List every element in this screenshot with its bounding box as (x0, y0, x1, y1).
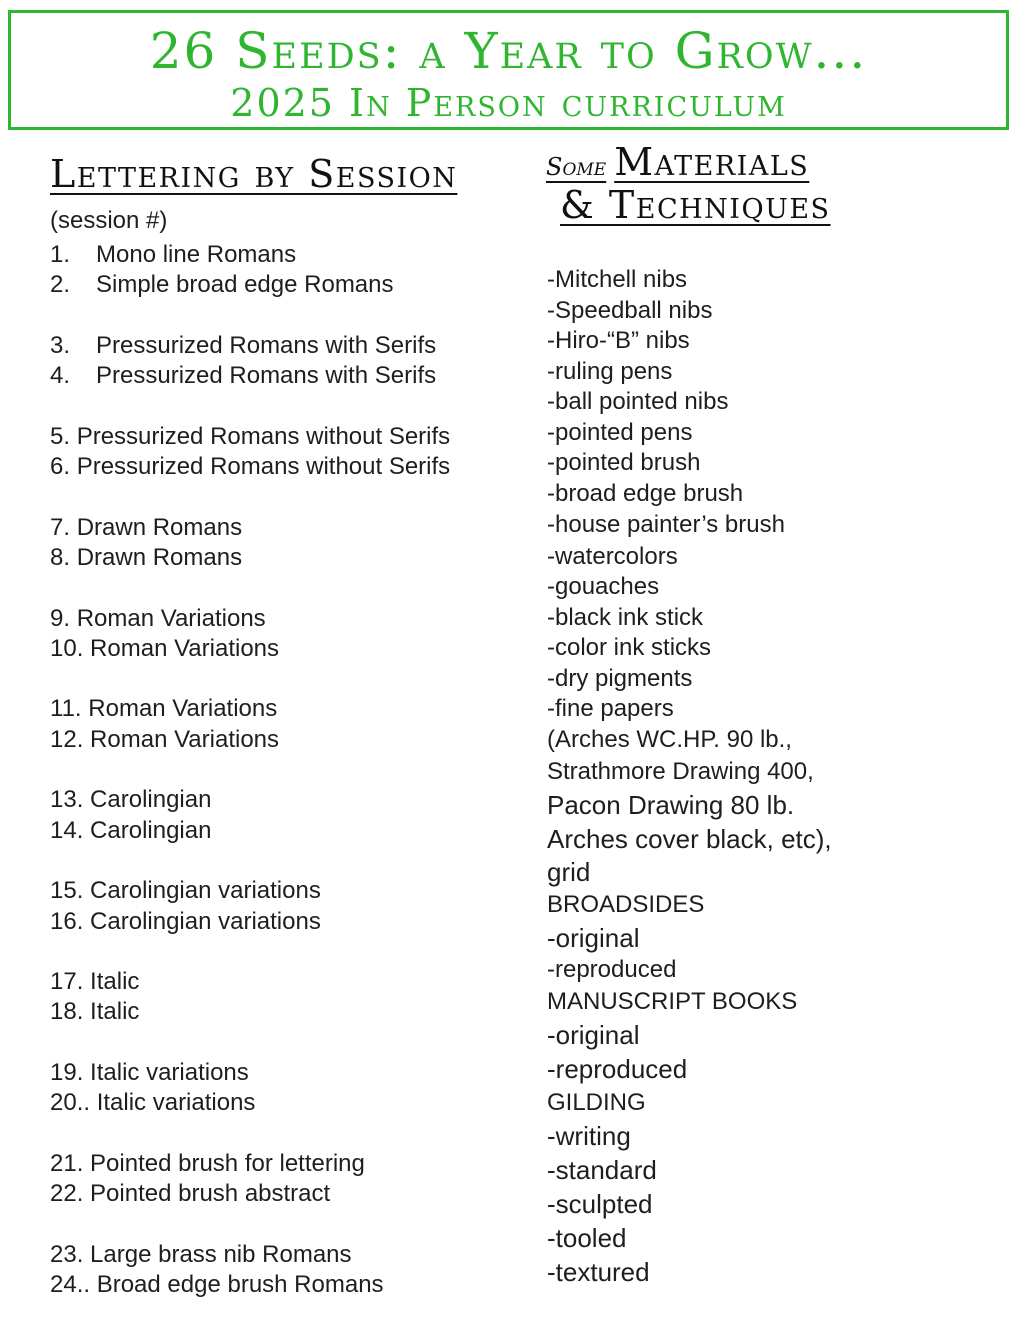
materials-heading-line2: & Techniques (560, 183, 831, 227)
lettering-item-number: 19. (50, 1059, 84, 1087)
materials-item: -Speedball nibs (547, 296, 713, 324)
lettering-item (50, 1240, 520, 1270)
lettering-item-number: 20.. (50, 1089, 91, 1117)
lettering-item (50, 694, 520, 724)
lettering-item-text: Drawn Romans (76, 543, 243, 571)
materials-item: -sculpted (547, 1188, 653, 1219)
lettering-item-number: 8. (50, 543, 71, 571)
lettering-item-text: Pressurized Romans without Serifs (76, 422, 451, 450)
session-note: (session #) (50, 207, 168, 234)
page-title: 26 Seeds: a Year to Grow... (149, 22, 868, 80)
lettering-item-number: 21. (50, 1149, 84, 1177)
lettering-item (50, 725, 520, 755)
materials-heading-line1 (546, 140, 809, 184)
lettering-item-text: Mono line Romans (96, 241, 297, 268)
lettering-list (50, 240, 520, 1300)
lettering-item-text: Carolingian (90, 816, 212, 844)
lettering-item-number: 3. (50, 331, 71, 359)
lettering-item-number: 14. (50, 816, 84, 844)
lettering-item (50, 997, 520, 1027)
lettering-item-text: Pressurized Romans with Serifs (96, 331, 437, 359)
lettering-item-text: Roman Variations (76, 604, 266, 632)
materials-item: (Arches WC.HP. 90 lb., (547, 725, 792, 753)
materials-item: BROADSIDES (547, 891, 705, 918)
lettering-item (50, 876, 520, 906)
lettering-item (50, 1058, 520, 1088)
materials-item: -original (547, 923, 640, 953)
materials-item: -dry pigments (547, 664, 693, 692)
lettering-item-number: 10. (50, 634, 84, 662)
lettering-item-text: Pressurized Romans with Serifs (96, 362, 437, 390)
materials-item: -textured (547, 1256, 650, 1287)
materials-item: -reproduced (547, 1053, 688, 1084)
lettering-item-number: 9. (50, 604, 71, 632)
materials-item: -ball pointed nibs (547, 388, 729, 415)
materials-item: -house painter’s brush (547, 511, 785, 538)
lettering-item-text: Italic variations (90, 1059, 249, 1087)
lettering-item-text: Carolingian variations (90, 907, 321, 935)
materials-item: grid (547, 857, 591, 887)
lettering-item-text: Drawn Romans (76, 513, 243, 541)
lettering-item (50, 967, 520, 997)
lettering-item-text: Italic (90, 998, 140, 1026)
lettering-item-number: 24.. (50, 1271, 91, 1299)
lettering-item-text: Roman Variations (88, 695, 278, 723)
lettering-item (50, 331, 520, 361)
materials-heading-word: Materials (614, 140, 810, 184)
lettering-item-number: 16. (50, 907, 84, 935)
lettering-item-text: Large brass nib Romans (90, 1240, 352, 1268)
lettering-item-number: 13. (50, 786, 84, 814)
materials-item: MANUSCRIPT BOOKS (547, 987, 798, 1015)
lettering-item (50, 543, 520, 573)
lettering-item (50, 240, 520, 270)
lettering-item (50, 604, 520, 634)
lettering-item-number: 4. (50, 362, 71, 390)
lettering-item (50, 1088, 520, 1118)
lettering-item-number: 6. (50, 453, 71, 481)
lettering-item-number: 18. (50, 998, 84, 1026)
materials-item: -gouaches (547, 573, 660, 600)
materials-list (547, 265, 1007, 1289)
materials-item: -pointed brush (547, 449, 701, 476)
lettering-heading: Lettering by Session (50, 152, 458, 196)
materials-item: -Mitchell nibs (547, 266, 688, 293)
title-box (8, 10, 1009, 130)
materials-item: -Hiro-“B” nibs (547, 327, 690, 354)
lettering-item (50, 422, 520, 452)
lettering-item-number: 2. (50, 271, 71, 299)
lettering-item-number: 22. (50, 1180, 84, 1208)
lettering-item (50, 1270, 520, 1300)
lettering-item-text: Simple broad edge Romans (96, 271, 394, 299)
page-subtitle: 2025 In Person curriculum (230, 81, 787, 125)
lettering-item-text: Pressurized Romans without Serifs (76, 453, 451, 481)
materials-item: -pointed pens (547, 418, 693, 446)
materials-item: -watercolors (547, 542, 678, 570)
materials-item: -reproduced (547, 956, 677, 983)
materials-item: -original (547, 1019, 640, 1050)
lettering-item-number: 7. (50, 513, 71, 541)
materials-item: -ruling pens (547, 357, 673, 385)
materials-item: Pacon Drawing 80 lb. (547, 790, 795, 820)
materials-item: Arches cover black, etc), (547, 824, 832, 854)
materials-item: -writing (547, 1120, 631, 1151)
lettering-item (50, 1149, 520, 1179)
lettering-item-text: Carolingian (90, 786, 212, 814)
lettering-item (50, 785, 520, 815)
lettering-item-text: Pointed brush abstract (90, 1180, 331, 1208)
lettering-item-number: 1. (50, 241, 71, 268)
lettering-item (50, 513, 520, 543)
materials-item: GILDING (547, 1088, 646, 1116)
lettering-item-text: Broad edge brush Romans (96, 1271, 384, 1299)
lettering-item-number: 11. (50, 695, 82, 723)
lettering-item-number: 15. (50, 877, 84, 905)
materials-item: -color ink sticks (547, 634, 712, 661)
materials-item: Strathmore Drawing 400, (547, 758, 814, 785)
lettering-item-number: 17. (50, 968, 84, 996)
lettering-item-text: Roman Variations (90, 634, 280, 662)
lettering-item-text: Italic variations (96, 1089, 256, 1117)
lettering-item (50, 634, 520, 664)
materials-heading-prefix: Some (546, 153, 607, 181)
lettering-item-text: Pointed brush for lettering (90, 1149, 365, 1177)
lettering-item (50, 1179, 520, 1209)
materials-item: -black ink stick (547, 603, 704, 631)
lettering-item-text: Italic (90, 968, 140, 996)
lettering-item-number: 5. (50, 422, 71, 450)
materials-item: -broad edge brush (547, 479, 744, 507)
materials-item: -fine papers (547, 695, 674, 722)
lettering-item (50, 361, 520, 391)
lettering-item (50, 816, 520, 846)
materials-item: -tooled (547, 1222, 627, 1253)
lettering-item (50, 270, 520, 300)
lettering-item (50, 452, 520, 482)
materials-item: -standard (547, 1154, 657, 1185)
lettering-item-text: Carolingian variations (90, 877, 321, 905)
lettering-item (50, 907, 520, 937)
lettering-item-number: 12. (50, 725, 84, 753)
lettering-item-text: Roman Variations (90, 725, 280, 753)
lettering-item-number: 23. (50, 1240, 84, 1268)
